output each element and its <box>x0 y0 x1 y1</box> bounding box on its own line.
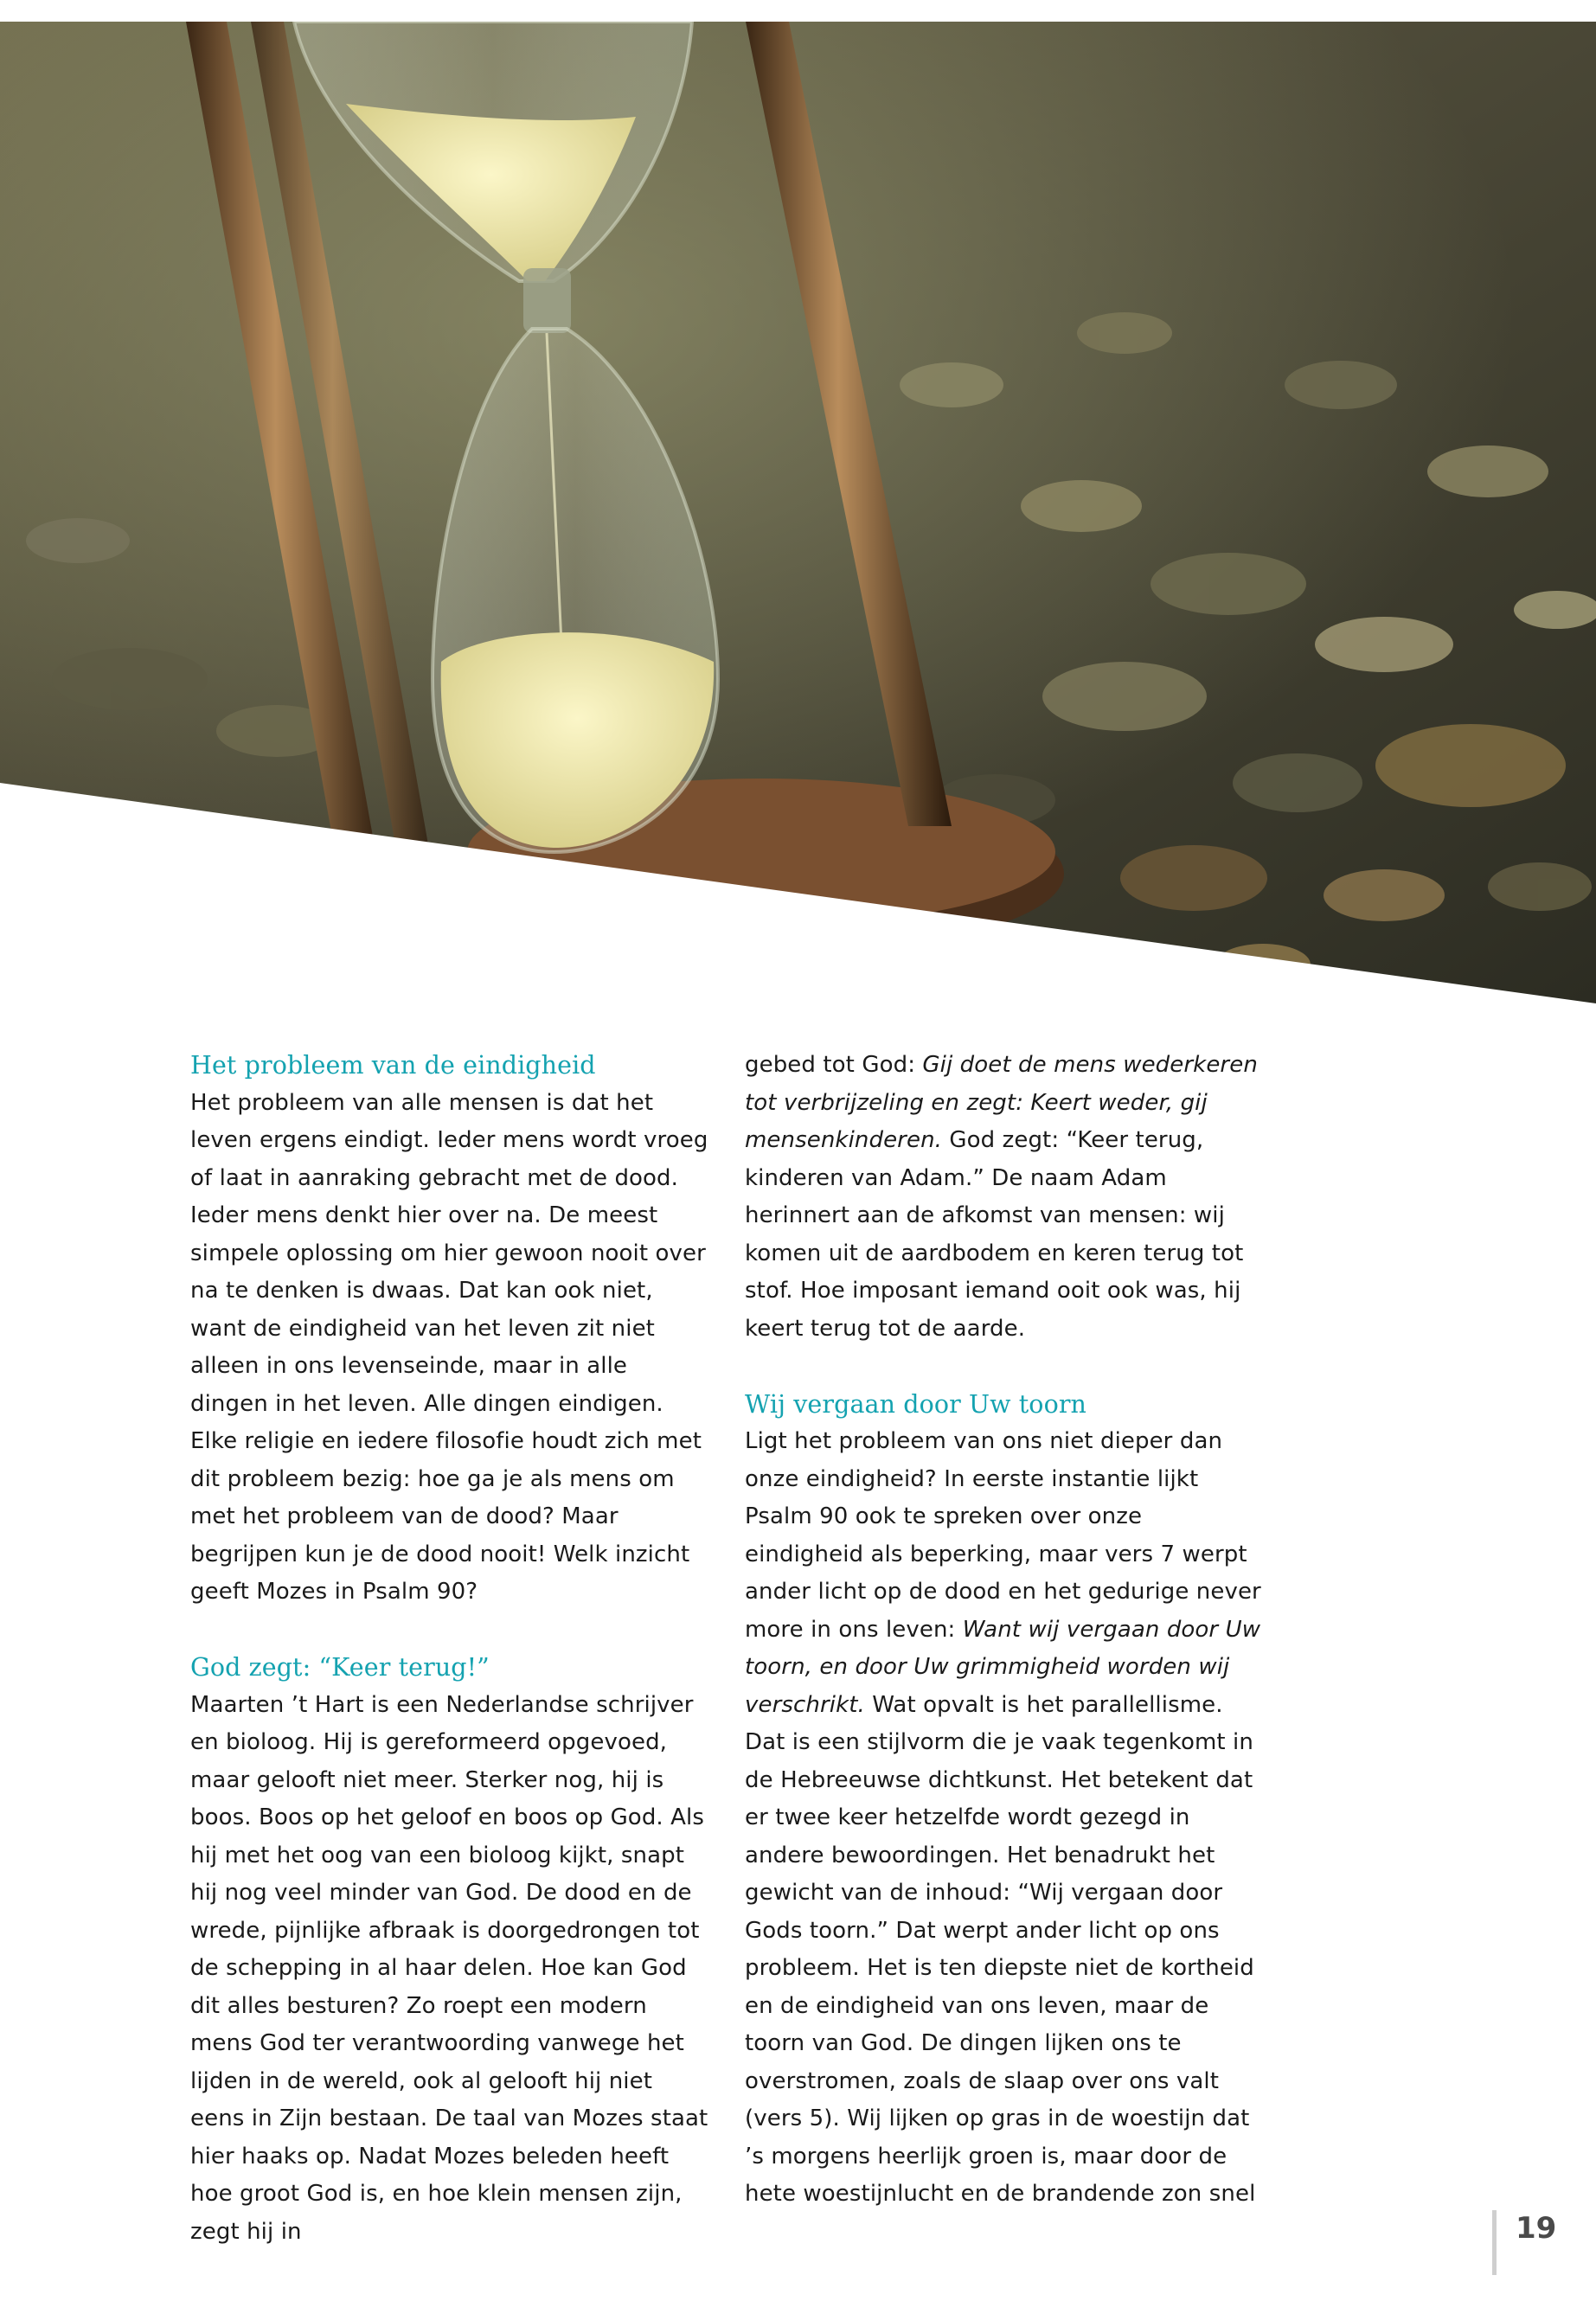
paragraph-keer-terug-continued <box>745 1047 1264 1348</box>
hourglass-illustration <box>0 22 1596 1003</box>
paragraph-keer-terug: Maarten ’t Hart is een Nederlandse schrijver en bioloog. Hij is gereformeerd opgevoed, maar gelooft niet meer. Sterker nog, hij is boos. Boos op het geloof en boos op God. Als hij met het oog van een bioloog kijkt, snapt hij nog veel minder van God. De dood en de wrede, pijnlijke afbraak is doorgedrongen tot de schepping in al haar delen. Hoe kan God dit alles besturen? Zo roept een modern mens God ter verantwoording vanwege het lijden in de wereld, ook al gelooft hij niet eens in Zijn bestaan. De taal van Mozes staat hier haaks op. Nadat Mozes beleden heeft hoe groot God is, en hoe klein mensen zijn, zegt hij in <box>190 1691 708 2245</box>
paragraph-text: gebed tot God: <box>745 1052 923 1078</box>
hero-image-hourglass <box>0 22 1596 1003</box>
text-column-left <box>190 1047 709 2251</box>
paragraph-toorn <box>745 1423 1264 2214</box>
text-column-right <box>745 1047 1264 2214</box>
paragraph-text: Wat opvalt is het parallellisme. Dat is een stijlvorm die je vaak tegenkomt in de Hebreeuwse dichtkunst. Het betekent dat er twee keer hetzelfde wordt gezegd in andere bewoordingen. Het benadrukt het gewicht van de inhoud: “Wij vergaan door Gods toorn.” Dat werpt ander licht op ons probleem. Het is ten diepste niet de kortheid en de eindigheid van ons leven, maar de toorn van God. De dingen lijken ons te overstromen, zoals de slaap over ons valt (vers 5). Wij lijken op gras in de woestijn dat ’s morgens heerlijk groen is, maar door de hete woestijnlucht en de brandende zon snel <box>745 1691 1256 2207</box>
section-heading-keer-terug: God zegt: “Keer terug!” <box>190 1653 490 1682</box>
paragraph-text: Ligt het probleem van ons niet dieper dan onze eindigheid? In eerste instantie lijkt Psalm 90 ook te spreken over onze eindigheid als beperking, maar vers 7 werpt ander licht op de dood en het gedurige never more in ons leven: <box>745 1428 1261 1643</box>
bible-quote: Gij doet de mens wederkeren tot verbrijzeling en zegt: Keert weder, gij mensenkinderen. <box>745 1052 1258 1153</box>
page-number: 19 <box>1516 2211 1557 2246</box>
section-heading-eindigheid: Het probleem van de eindigheid <box>190 1051 596 1080</box>
page-number-divider <box>1492 2210 1497 2275</box>
section-heading-toorn: Wij vergaan door Uw toorn <box>745 1389 1087 1419</box>
paragraph-text: God zegt: “Keer terug, kinderen van Adam.” De naam Adam herinnert aan de afkomst van mensen: wij komen uit de aardbodem en keren terug tot stof. Hoe imposant iemand ooit ook was, hij keert terug tot de aarde. <box>745 1127 1244 1342</box>
paragraph-eindigheid: Het probleem van alle mensen is dat het leven ergens eindigt. Ieder mens wordt vroeg of laat in aanraking gebracht met de dood. Ieder mens denkt hier over na. De meest simpele oplossing om hier gewoon nooit over na te denken is dwaas. Dat kan ook niet, want de eindigheid van het leven zit niet alleen in ons levenseinde, maar in alle dingen in het leven. Alle dingen eindigen. Elke religie en iedere filosofie houdt zich met dit probleem bezig: hoe ga je als mens om met het probleem van de dood? Maar begrijpen kun je de dood nooit! Welk inzicht geeft Mozes in Psalm 90? <box>190 1089 708 1605</box>
bible-quote: Want wij vergaan door Uw toorn, en door Uw grimmigheid worden wij verschrikt. <box>745 1616 1261 1718</box>
